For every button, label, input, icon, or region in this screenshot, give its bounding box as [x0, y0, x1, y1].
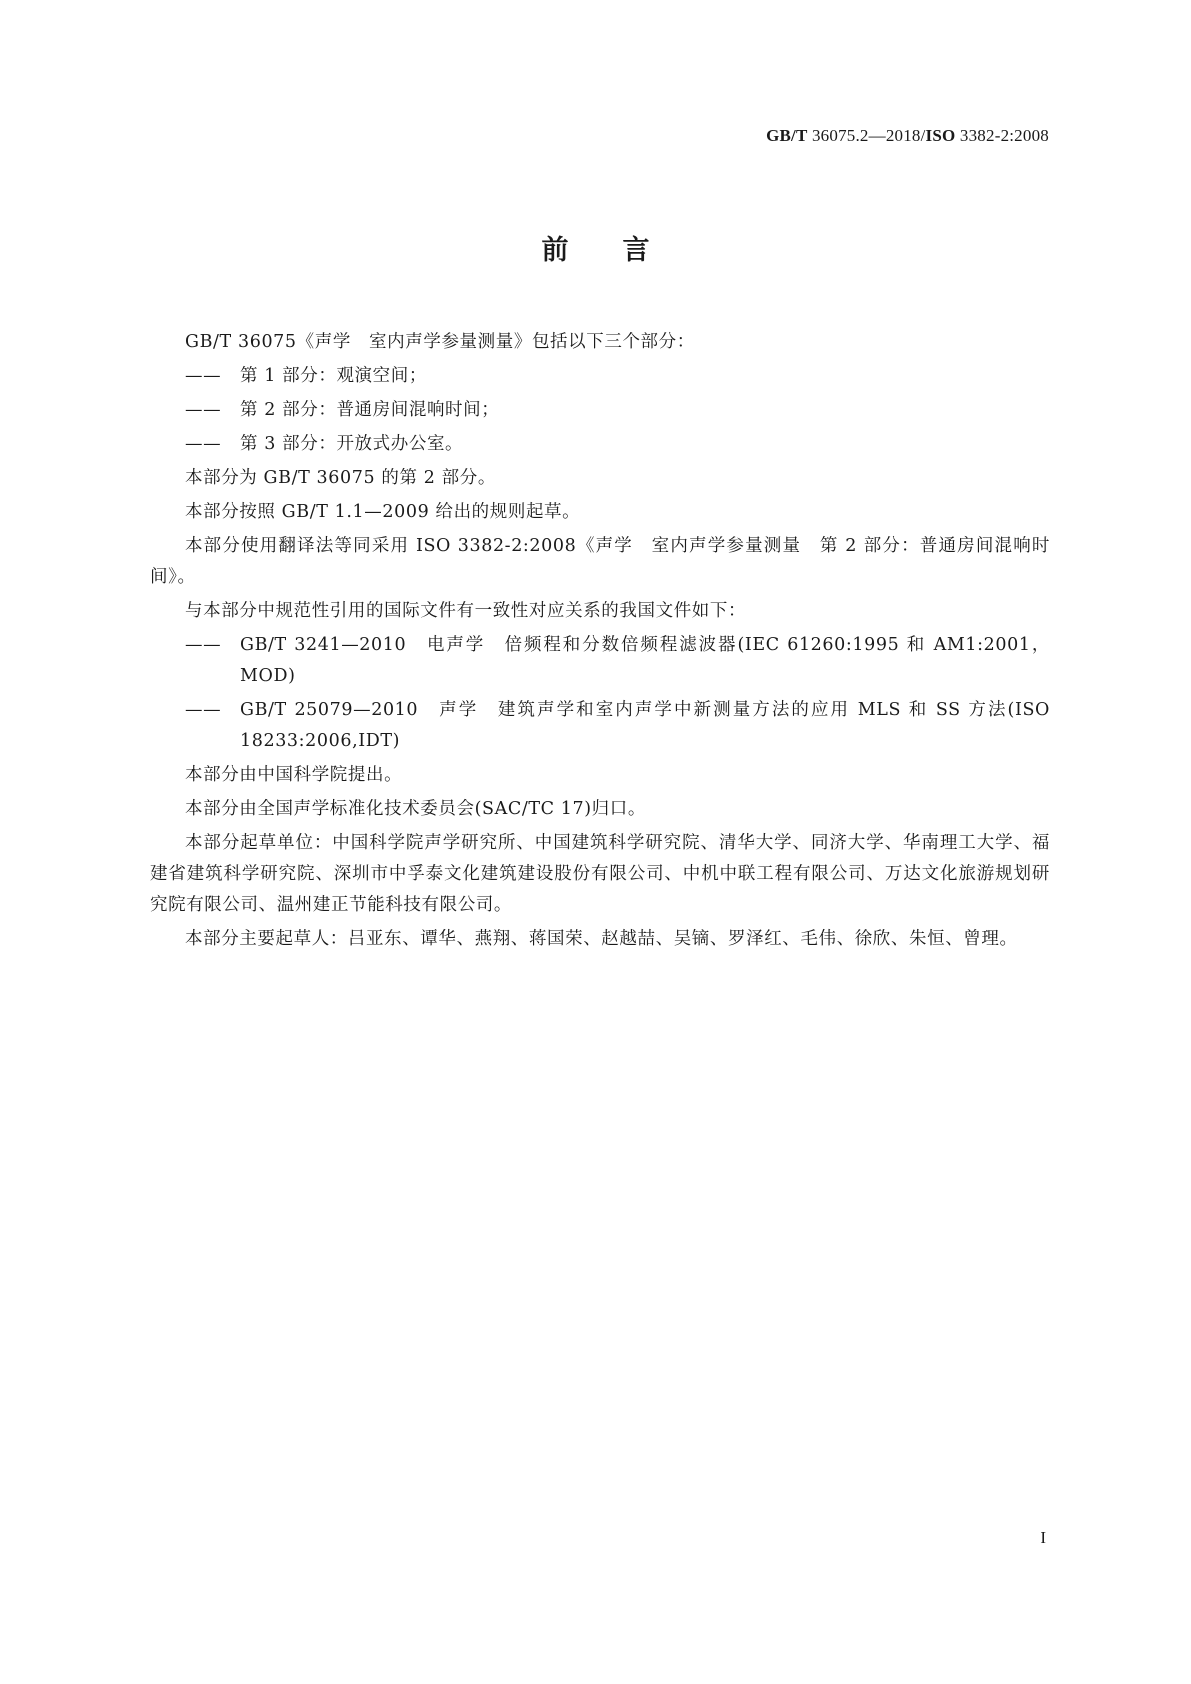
dash-symbol: ——: [185, 434, 222, 454]
list-item-text: 第 3 部分：开放式办公室。: [240, 434, 464, 454]
paragraph-correspondence-intro: 与本部分中规范性引用的国际文件有一致性对应关系的我国文件如下：: [185, 601, 747, 621]
std-main: 36075.2—2018/: [807, 126, 926, 145]
std-iso-num: 3382-2:2008: [955, 126, 1049, 145]
paragraph-drafting-rules: 本部分按照 GB/T 1.1—2009 给出的规则起草。: [185, 502, 581, 522]
paragraph-parts-intro: GB/T 36075《声学 室内声学参量测量》包括以下三个部分：: [185, 332, 695, 352]
paragraph-drafters: 本部分主要起草人：吕亚东、谭华、燕翔、蒋国荣、赵越喆、吴镝、罗泽红、毛伟、徐欣、朱恒、曾理。: [185, 929, 1018, 949]
list-item: [150, 429, 1050, 460]
list-item: [150, 395, 1050, 426]
list-item-text: 第 2 部分：普通房间混响时间；: [240, 400, 500, 420]
list-item: [150, 630, 1050, 692]
foreword-body: [150, 327, 1050, 958]
dash-symbol: ——: [185, 635, 222, 655]
list-item-text: 第 1 部分：观演空间；: [240, 366, 427, 386]
paragraph-drafting-organizations: 本部分起草单位：中国科学院声学研究所、中国建筑科学研究院、清华大学、同济大学、华南理工大学、福建省建筑科学研究院、深圳市中孚泰文化建筑建设股份有限公司、中机中联工程有限公司、万达文化旅游规划研究院有限公司、温州建正节能科技有限公司。: [150, 833, 1050, 915]
paragraph-part-statement: 本部分为 GB/T 36075 的第 2 部分。: [185, 468, 496, 488]
list-item-text: GB/T 25079—2010 声学 建筑声学和室内声学中新测量方法的应用 MLS 和 SS 方法(ISO 18233:2006,IDT): [240, 700, 1050, 751]
standard-number: [766, 126, 1049, 146]
paragraph-technical-committee: 本部分由全国声学标准化技术委员会(SAC/TC 17)归口。: [185, 799, 646, 819]
list-item: [150, 695, 1050, 757]
list-item: [150, 361, 1050, 392]
dash-symbol: ——: [185, 400, 222, 420]
std-gb: GB/T: [766, 126, 808, 145]
paragraph-adoption: 本部分使用翻译法等同采用 ISO 3382-2:2008《声学 室内声学参量测量 第 2 部分：普通房间混响时间》。: [150, 536, 1050, 587]
std-iso: ISO: [925, 126, 956, 145]
page-number: I: [1040, 1528, 1046, 1547]
page-title: 前言: [541, 235, 704, 266]
dash-symbol: ——: [185, 366, 222, 386]
list-item-text: GB/T 3241—2010 电声学 倍频程和分数倍频程滤波器(IEC 61260:1995 和 AM1:2001，MOD): [240, 635, 1050, 686]
dash-symbol: ——: [185, 700, 222, 720]
paragraph-proposed-by: 本部分由中国科学院提出。: [185, 765, 403, 785]
